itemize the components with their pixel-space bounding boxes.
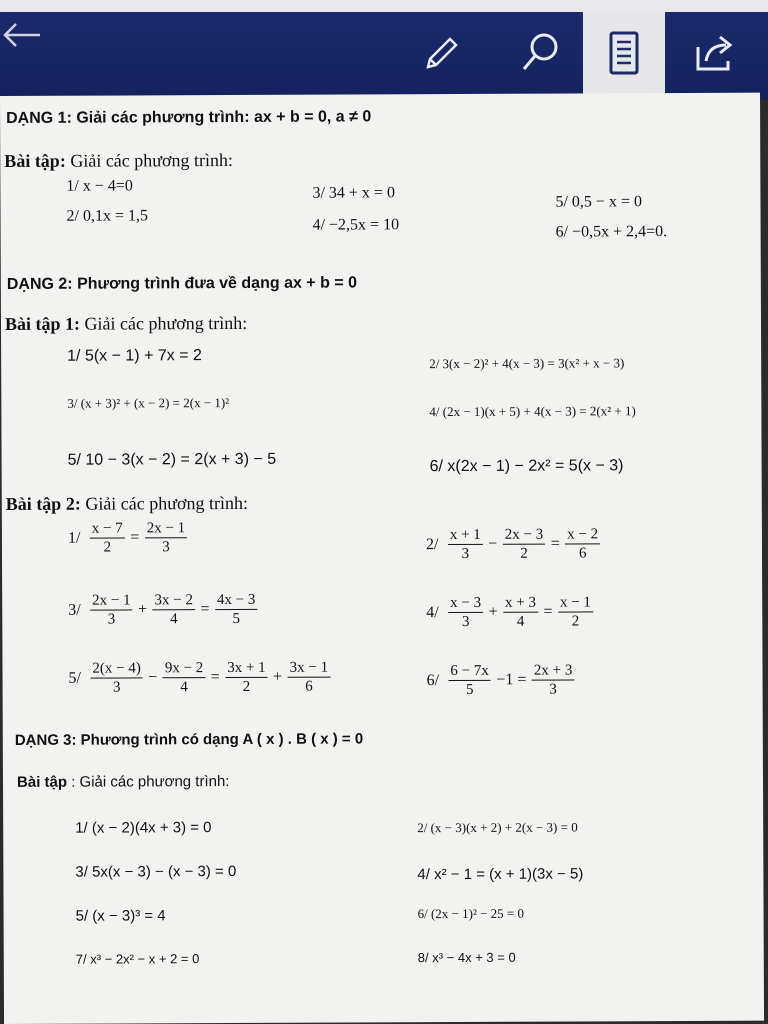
equation: 7/ x³ − 2x² − x + 2 = 0	[75, 951, 200, 967]
equation: 3/ 34 + x = 0	[312, 184, 395, 202]
arrow-left-icon	[0, 18, 50, 52]
fraction-equation: 2/ $\frac{x + 1}{3}$ − $\frac{2x - 3}{2}$ = $\frac{x - 2}{6}$	[426, 525, 601, 563]
share-icon	[692, 31, 738, 75]
equation: 2/ (x − 3)(x + 2) + 2(x − 3) = 0	[417, 819, 578, 836]
equation: 3/ 5x(x − 3) − (x − 3) = 0	[75, 862, 237, 881]
fraction-equation: 6/ $\frac{6 - 7x}{5}$ −1 = $\frac{2x + 3}{3}$	[426, 661, 575, 699]
search-button[interactable]	[500, 12, 580, 94]
equation: 4/ x² − 1 = (x + 1)(3x − 5)	[417, 865, 584, 884]
equation: 5/ 10 − 3(x − 2) = 2(x + 3) − 5	[67, 450, 277, 469]
back-button[interactable]	[0, 18, 50, 52]
fraction-equation: 5/ $\frac{2(x - 4)}{3}$ − $\frac{9x - 2}{4}$ = $\frac{3x + 1}{2}$ + $\frac{3x - 1}{6}$	[68, 659, 331, 697]
equation: 2/ 3(x − 2)² + 4(x − 3) = 3(x² + x − 3)	[429, 355, 625, 372]
worksheet-page	[0, 93, 764, 1024]
exercise-heading: Bài tập: Giải các phương trình:	[4, 149, 234, 171]
exercise-heading: Bài tập 1: Giải các phương trình:	[4, 312, 248, 334]
equation: 2/ 0,1x = 1,5	[66, 207, 149, 225]
fraction-equation: 3/ $\frac{2x - 1}{3}$ + $\frac{3x - 2}{4}$ = $\frac{4x - 3}{5}$	[68, 591, 258, 629]
equation: 1/ x − 4=0	[66, 177, 133, 195]
equation: 8/ x³ − 4x + 3 = 0	[417, 949, 516, 966]
section-title-dang1: DẠNG 1: Giải các phương trình: ax + b = 0, a ≠ 0	[6, 108, 372, 127]
exercise-heading: Bài tập 2: Giải các phương trình:	[5, 492, 249, 514]
section-title-dang3: DẠNG 3: Phương trình có dạng A ( x ) . B ( x ) = 0	[14, 730, 364, 749]
equation: 5/ (x − 3)³ = 4	[75, 907, 166, 925]
fraction-equation: 1/ $\frac{x - 7}{2}$ = $\frac{2x - 1}{3}$	[68, 519, 188, 557]
equation: 6/ x(2x − 1) − 2x² = 5(x − 3)	[429, 457, 624, 476]
pen-button[interactable]	[405, 12, 475, 94]
equation: 6/ (2x − 1)² − 25 = 0	[417, 905, 525, 922]
equation: 3/ (x + 3)² + (x − 2) = 2(x − 1)²	[67, 395, 230, 411]
equation: 1/ 5(x − 1) + 7x = 2	[67, 347, 202, 365]
share-button[interactable]	[675, 12, 755, 94]
equation: 6/ −0,5x + 2,4=0.	[555, 223, 668, 241]
reader-button[interactable]	[583, 12, 665, 94]
app-toolbar	[0, 0, 768, 100]
fraction-equation: 4/ $\frac{x - 3}{3}$ + $\frac{x + 3}{4}$ = $\frac{x - 1}{2}$	[426, 593, 594, 631]
search-icon	[516, 29, 564, 77]
reader-icon	[607, 30, 641, 76]
exercise-heading: Bài tập : Giải các phương trình:	[16, 773, 230, 791]
pen-icon	[418, 31, 462, 75]
equation: 4/ −2,5x = 10	[312, 216, 400, 234]
equation: 1/ (x − 2)(4x + 3) = 0	[75, 819, 212, 837]
equation: 4/ (2x − 1)(x + 5) + 4(x − 3) = 2(x² + 1)	[429, 403, 636, 420]
equation: 5/ 0,5 − x = 0	[555, 193, 643, 211]
section-title-dang2: DẠNG 2: Phương trình đưa về dạng ax + b = 0	[6, 274, 358, 293]
